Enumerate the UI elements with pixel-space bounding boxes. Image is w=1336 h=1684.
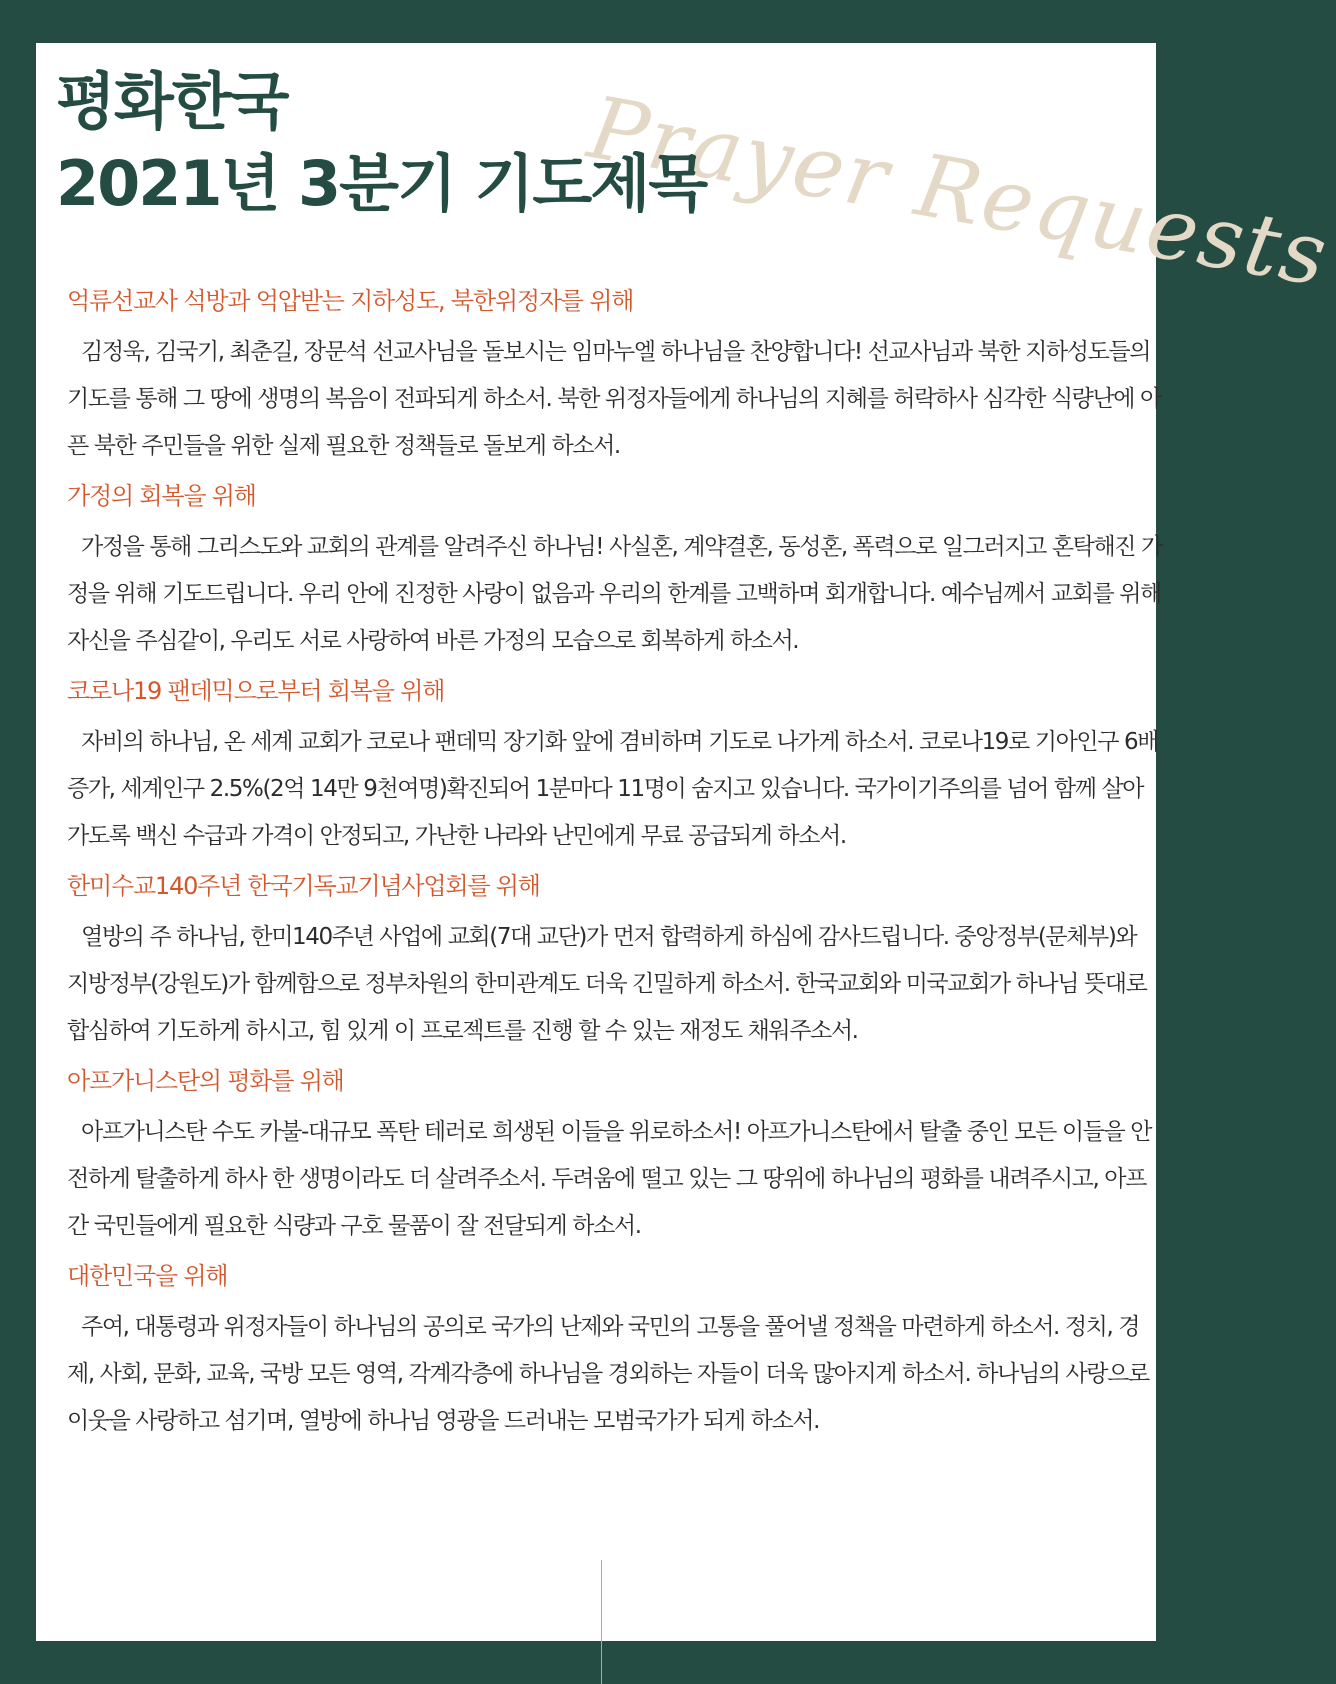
section-body: 자비의 하나님, 온 세계 교회가 코로나 팬데믹 장기화 앞에 겸비하며 기도로 나가게 하소서. 코로나19로 기아인구 6배 증가, 세계인구 2.5%(2억 14만 9천여명)확진되어 1분마다 11명이 숨지고 있습니다. 국가이기주의를 넘어 함께 살아가도록 백신 수급과 가격이 안정되고, 가난한 나라와 난민에게 무료 공급되게 하소서. — [67, 729, 1158, 849]
prayer-sheet — [36, 43, 1336, 1641]
title-org: 평화한국 — [56, 65, 288, 138]
prayer-section — [67, 283, 1162, 470]
section-heading: 한미수교140주년 한국기독교기념사업회를 위해 — [67, 872, 540, 900]
section-body: 아프가니스탄 수도 카불-대규모 폭탄 테러로 희생된 이들을 위로하소서! 아프가니스탄에서 탈출 중인 모든 이들을 안전하게 탈출하게 하사 한 생명이라도 더 살려주소서. 두려움에 떨고 있는 그 땅위에 하나님의 평화를 내려주시고, 아프간 국민들에게 필요한 식량과 구호 물품이 잘 전달되게 하소서. — [67, 1119, 1152, 1239]
section-heading: 코로나19 팬데믹으로부터 회복을 위해 — [67, 677, 445, 705]
section-body: 주여, 대통령과 위정자들이 하나님의 공의로 국가의 난제와 국민의 고통을 풀어낼 정책을 마련하게 하소서. 정치, 경제, 사회, 문화, 교육, 국방 모든 영역, 각계각층에 하나님을 경외하는 자들이 더욱 많아지게 하소서. 하나님의 사랑으로 이웃을 사랑하고 섬기며, 열방에 하나님 영광을 드러내는 모범국가가 되게 하소서. — [67, 1314, 1149, 1434]
section-heading: 가정의 회복을 위해 — [67, 482, 256, 510]
prayer-requests-watermark: Prayer Requests — [581, 78, 1336, 307]
section-heading: 대한민국을 위해 — [67, 1262, 228, 1290]
page-title — [56, 61, 706, 225]
prayer-section — [67, 868, 1162, 1055]
fold-line — [601, 1560, 602, 1684]
prayer-section — [67, 1258, 1162, 1445]
prayer-section — [67, 1063, 1162, 1250]
section-body: 김정욱, 김국기, 최춘길, 장문석 선교사님을 돌보시는 임마누엘 하나님을 찬양합니다! 선교사님과 북한 지하성도들의 기도를 통해 그 땅에 생명의 복음이 전파되게 하소서. 북한 위정자들에게 하나님의 지혜를 허락하사 심각한 식량난에 아픈 북한 주민들을 위한 실제 필요한 정책들로 돌보게 하소서. — [67, 339, 1161, 459]
section-body: 열방의 주 하나님, 한미140주년 사업에 교회(7대 교단)가 먼저 합력하게 하심에 감사드립니다. 중앙정부(문체부)와 지방정부(강원도)가 함께함으로 정부차원의 한미관계도 더욱 긴밀하게 하소서. 한국교회와 미국교회가 하나님 뜻대로 합심하여 기도하게 하시고, 힘 있게 이 프로젝트를 진행 할 수 있는 재정도 채워주소서. — [67, 924, 1147, 1044]
prayer-section — [67, 478, 1162, 665]
section-heading: 억류선교사 석방과 억압받는 지하성도, 북한위정자를 위해 — [67, 287, 634, 315]
section-heading: 아프가니스탄의 평화를 위해 — [67, 1067, 344, 1095]
section-body: 가정을 통해 그리스도와 교회의 관계를 알려주신 하나님! 사실혼, 계약결혼, 동성혼, 폭력으로 일그러지고 혼탁해진 가정을 위해 기도드립니다. 우리 안에 진정한 사랑이 없음과 우리의 한계를 고백하며 회개합니다. 예수님께서 교회를 위해 자신을 주심같이, 우리도 서로 사랑하여 바른 가정의 모습으로 회복하게 하소서. — [67, 534, 1162, 654]
prayer-list — [67, 283, 1162, 1453]
prayer-section — [67, 673, 1162, 860]
title-period: 2021년 3분기 기도제목 — [56, 147, 707, 220]
